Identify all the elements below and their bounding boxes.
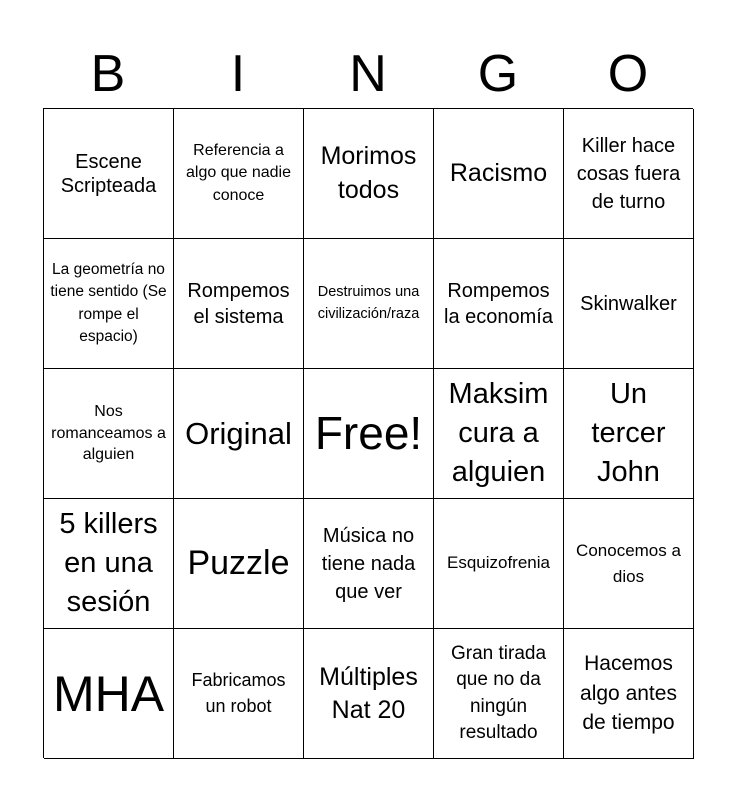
- bingo-cell-r4-c2[interactable]: Puzzle: [174, 499, 304, 629]
- bingo-header: [43, 40, 693, 108]
- bingo-cell-r5-c4[interactable]: Gran tirada que no da ningún resultado: [434, 629, 564, 759]
- bingo-cell-r5-c3[interactable]: Múltiples Nat 20: [304, 629, 434, 759]
- bingo-cell-r3-c4[interactable]: Maksim cura a alguien: [434, 369, 564, 499]
- bingo-cell-r4-c5[interactable]: Conocemos a dios: [564, 499, 694, 629]
- header-letter-o: O: [607, 45, 649, 103]
- bingo-cell-r5-c2[interactable]: Fabricamos un robot: [174, 629, 304, 759]
- bingo-card-grid: [43, 108, 693, 758]
- header-letter-g: G: [477, 45, 519, 103]
- bingo-cell-r1-c2[interactable]: Referencia a algo que nadie conoce: [174, 109, 304, 239]
- bingo-cell-r4-c4[interactable]: Esquizofrenia: [434, 499, 564, 629]
- bingo-cell-r3-c1[interactable]: Nos romanceamos a alguien: [44, 369, 174, 499]
- bingo-cell-r1-c1[interactable]: Escene Scripteada: [44, 109, 174, 239]
- bingo-cell-r1-c5[interactable]: Killer hace cosas fuera de turno: [564, 109, 694, 239]
- bingo-cell-r1-c3[interactable]: Morimos todos: [304, 109, 434, 239]
- bingo-cell-r2-c5[interactable]: Skinwalker: [564, 239, 694, 369]
- bingo-cell-r3-c5[interactable]: Un tercer John: [564, 369, 694, 499]
- bingo-cell-r1-c4[interactable]: Racismo: [434, 109, 564, 239]
- bingo-cell-r4-c1[interactable]: 5 killers en una sesión: [44, 499, 174, 629]
- bingo-cell-r3-c2[interactable]: Original: [174, 369, 304, 499]
- header-letter-b: B: [90, 45, 126, 103]
- bingo-cell-r2-c4[interactable]: Rompemos la economía: [434, 239, 564, 369]
- header-letter-i: I: [230, 45, 246, 103]
- bingo-cell-r5-c1[interactable]: MHA: [44, 629, 174, 759]
- bingo-cell-r2-c3[interactable]: Destruimos una civilización/raza: [304, 239, 434, 369]
- bingo-cell-r3-c3-free[interactable]: Free!: [304, 369, 434, 499]
- bingo-cell-r4-c3[interactable]: Música no tiene nada que ver: [304, 499, 434, 629]
- header-letter-n: N: [349, 45, 387, 103]
- bingo-cell-r5-c5[interactable]: Hacemos algo antes de tiempo: [564, 629, 694, 759]
- bingo-cell-r2-c2[interactable]: Rompemos el sistema: [174, 239, 304, 369]
- bingo-cell-r2-c1[interactable]: La geometría no tiene sentido (Se rompe el espacio): [44, 239, 174, 369]
